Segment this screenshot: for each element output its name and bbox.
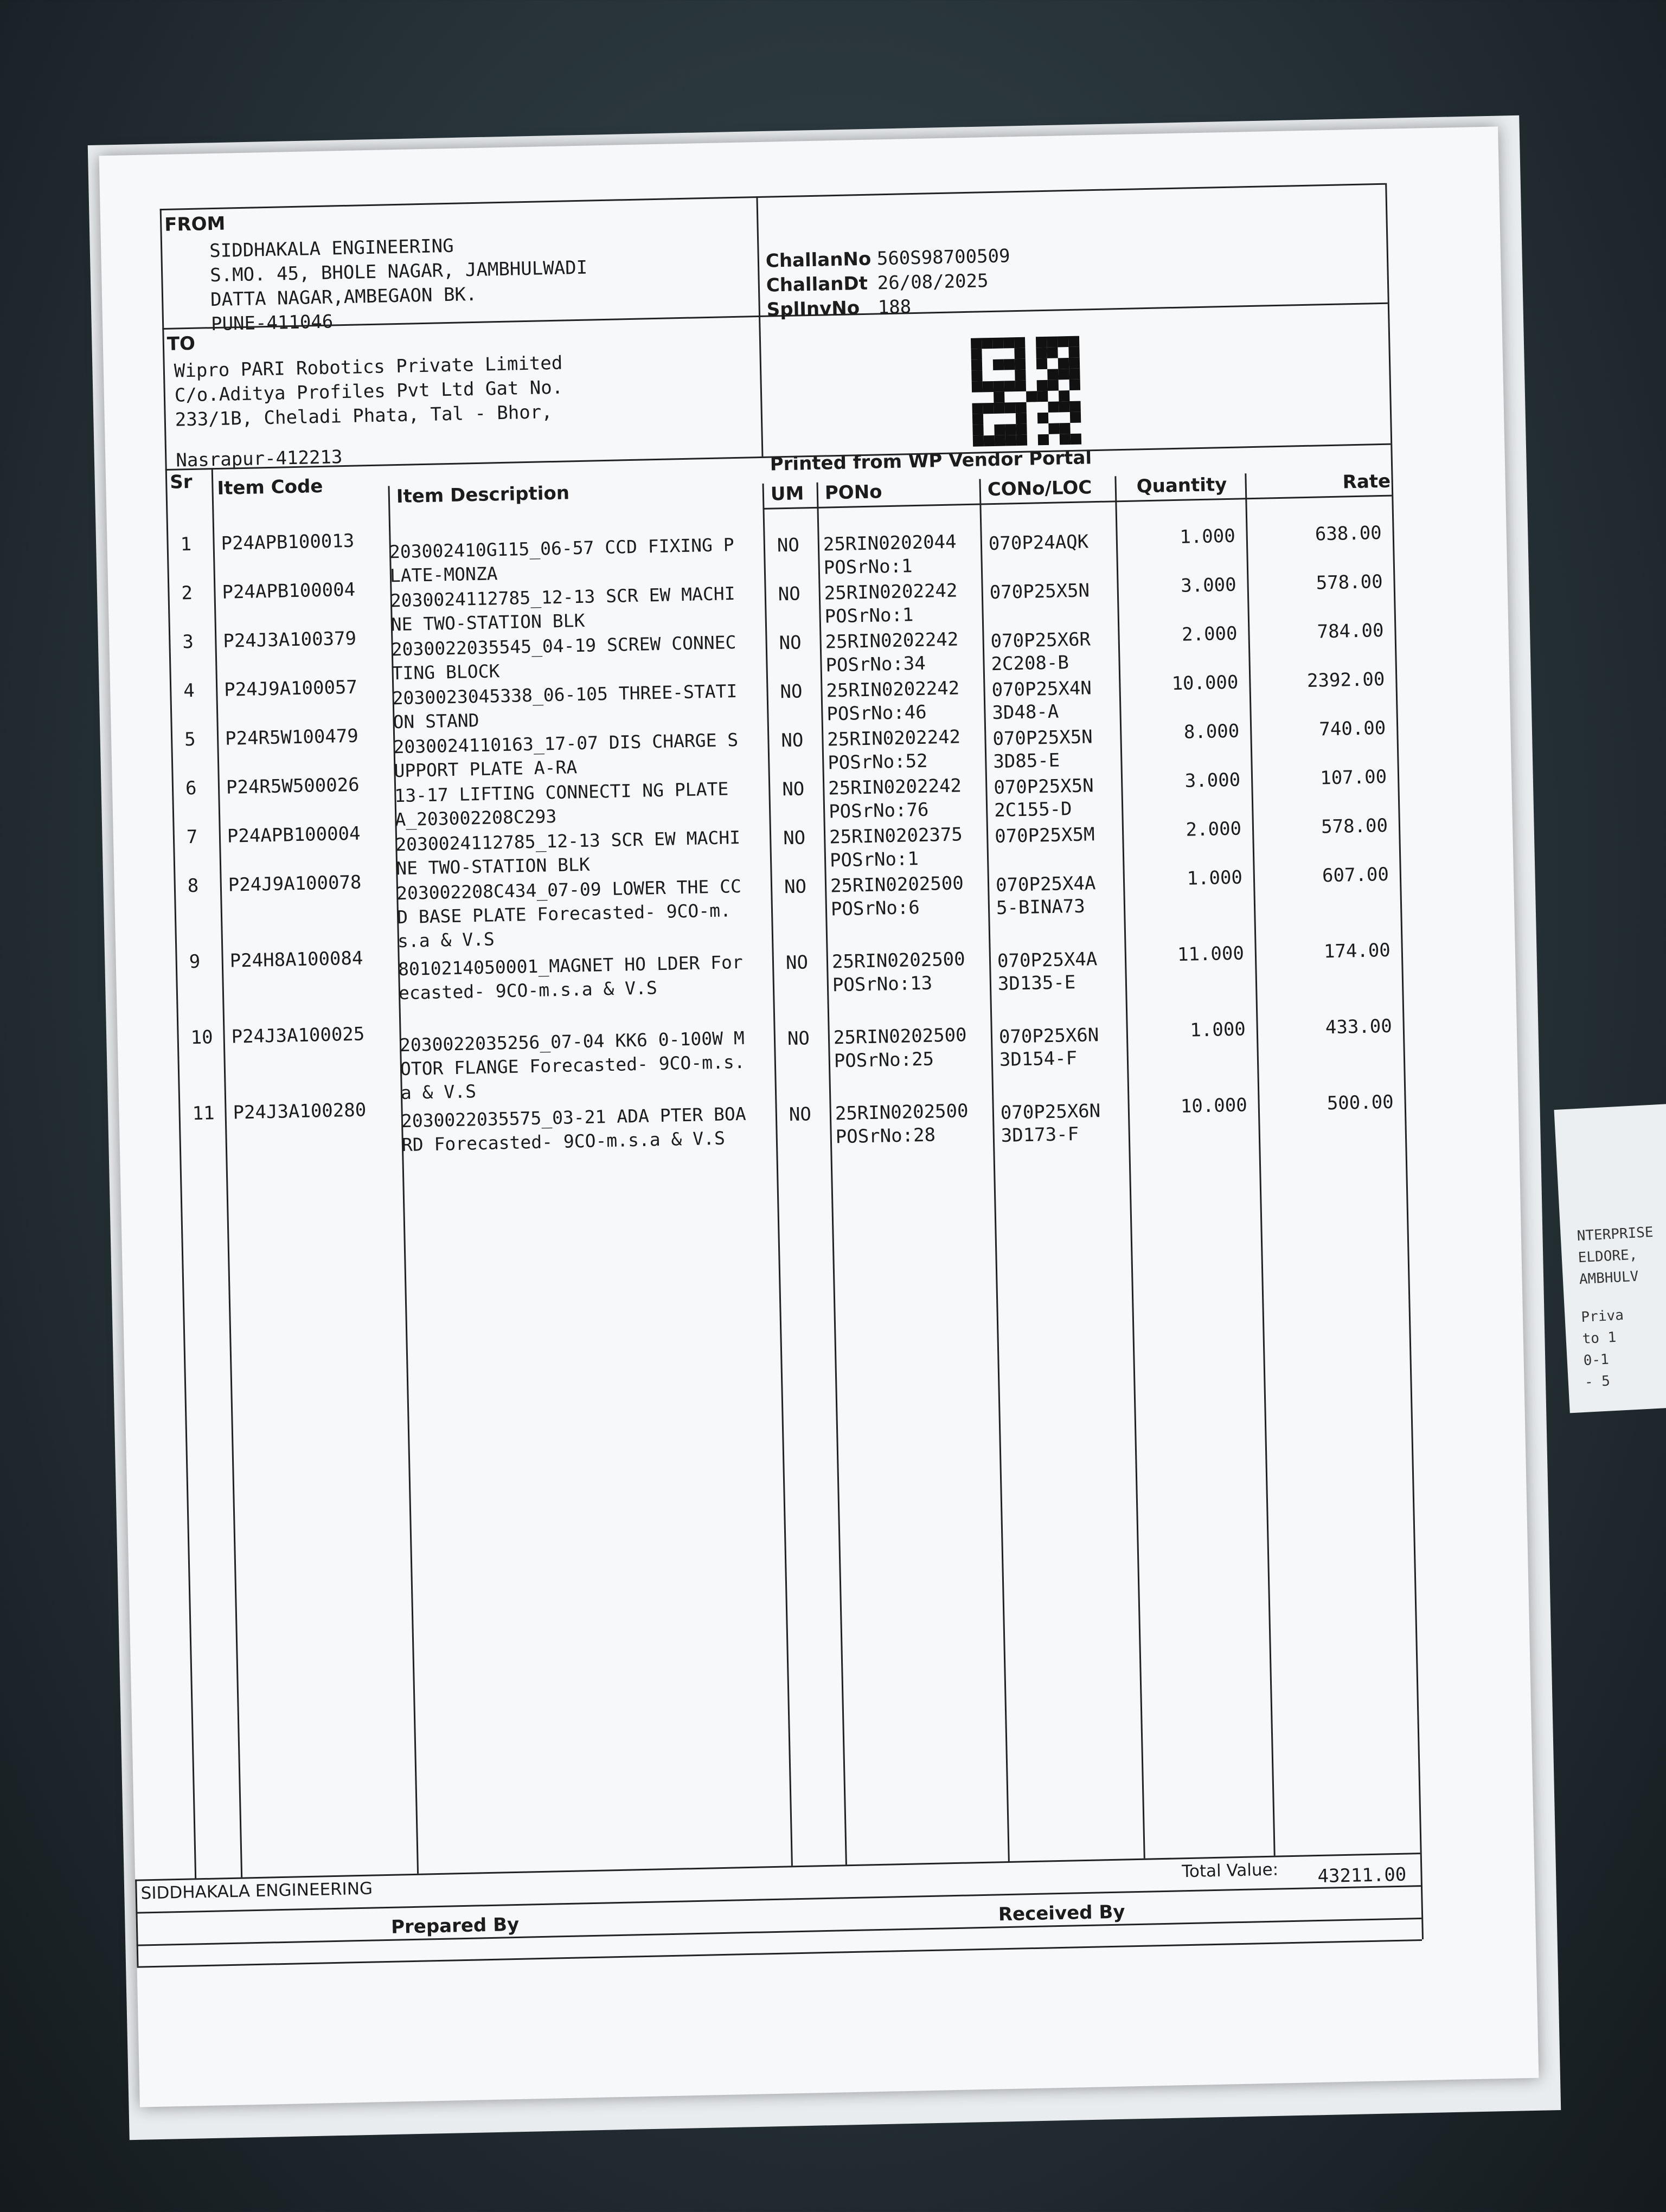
item-loc: 2C155-D bbox=[994, 798, 1072, 822]
item-pono: 25RIN0202242 bbox=[824, 580, 958, 605]
side-text-3: AMBHULV bbox=[1579, 1268, 1639, 1288]
item-um: NO bbox=[779, 632, 802, 654]
side-text-6: 0-1 bbox=[1583, 1351, 1610, 1369]
item-posrno: POSrNo:25 bbox=[834, 1048, 934, 1072]
item-cono: 070P25X5N bbox=[992, 726, 1093, 750]
to-label: TO bbox=[166, 332, 196, 355]
total-label: Total Value: bbox=[1181, 1860, 1279, 1882]
item-code: P24J3A100280 bbox=[233, 1099, 367, 1124]
col-cono: CONo/LOC bbox=[987, 477, 1092, 501]
item-um: NO bbox=[785, 951, 809, 974]
item-pono: 25RIN0202242 bbox=[826, 677, 960, 702]
item-cono: 070P24AQK bbox=[988, 531, 1089, 555]
col-pono: PONo bbox=[824, 481, 882, 504]
challan-no-value: 560S98700509 bbox=[876, 245, 1010, 270]
item-sr: 11 bbox=[192, 1102, 215, 1125]
side-text-4: Priva bbox=[1580, 1307, 1624, 1326]
to-address-3: Nasrapur-412213 bbox=[175, 446, 343, 472]
item-loc: 3D173-F bbox=[1001, 1123, 1079, 1147]
item-loc: 3D135-E bbox=[997, 972, 1076, 995]
item-code: P24APB100004 bbox=[227, 822, 361, 847]
item-quantity: 11.000 bbox=[1177, 942, 1245, 966]
item-posrno: POSrNo:6 bbox=[830, 897, 920, 921]
item-pono: 25RIN0202500 bbox=[831, 948, 966, 973]
item-sr: 7 bbox=[186, 826, 198, 848]
item-um: NO bbox=[789, 1103, 812, 1126]
item-quantity: 10.000 bbox=[1171, 671, 1239, 695]
portal-note: Printed from WP Vendor Portal bbox=[770, 447, 1092, 475]
item-quantity: 1.000 bbox=[1179, 525, 1236, 548]
item-pono: 25RIN0202242 bbox=[825, 628, 959, 653]
item-code: P24APB100013 bbox=[221, 530, 355, 555]
item-sr: 6 bbox=[185, 777, 197, 800]
item-cono: 070P25X6N bbox=[1000, 1100, 1101, 1124]
item-um: NO bbox=[781, 778, 805, 801]
prepared-by: Prepared By bbox=[390, 1913, 520, 1938]
col-item-description: Item Description bbox=[396, 482, 570, 508]
item-sr: 9 bbox=[189, 950, 201, 973]
item-um: NO bbox=[778, 583, 801, 606]
item-description: 2030022035256_07-04 KK6 0-100W MOTOR FLANGE Forecasted- 9CO-m.s.a & V.S bbox=[399, 1027, 746, 1104]
item-code: P24R5W500026 bbox=[226, 774, 360, 799]
col-item-code: Item Code bbox=[217, 475, 323, 499]
item-posrno: POSrNo:1 bbox=[829, 848, 919, 872]
item-quantity: 2.000 bbox=[1186, 818, 1242, 841]
delivery-challan bbox=[99, 126, 1539, 2107]
item-rate: 2392.00 bbox=[1306, 668, 1385, 692]
side-text-2: ELDORE, bbox=[1578, 1246, 1638, 1266]
item-loc: 5-BINA73 bbox=[996, 895, 1086, 919]
frame-top bbox=[160, 183, 1386, 210]
item-rate: 174.00 bbox=[1323, 939, 1391, 963]
item-posrno: POSrNo:28 bbox=[835, 1124, 936, 1148]
item-code: P24J3A100379 bbox=[222, 627, 357, 652]
item-pono: 25RIN0202242 bbox=[827, 726, 961, 751]
from-address-2: DATTA NAGAR,AMBEGAON BK. bbox=[210, 283, 477, 311]
item-code: P24J9A100057 bbox=[223, 676, 358, 701]
item-pono: 25RIN0202500 bbox=[835, 1100, 969, 1125]
footer-company: SIDDHAKALA ENGINEERING bbox=[140, 1879, 373, 1904]
footer-bottom-line bbox=[137, 1939, 1422, 1968]
item-description: 2030024110163_17-07 DIS CHARGE SUPPORT PLATE A-RA bbox=[393, 729, 739, 782]
item-code: P24R5W100479 bbox=[225, 725, 359, 750]
item-description: 2030022035575_03-21 ADA PTER BOARD Forecasted- 9CO-m.s.a & V.S bbox=[401, 1103, 747, 1156]
item-description: 2030024112785_12-13 SCR EW MACHINE TWO-STATION BLK bbox=[390, 583, 735, 635]
challan-date-value: 26/08/2025 bbox=[877, 270, 989, 294]
col-rate: Rate bbox=[1342, 470, 1391, 493]
item-um: NO bbox=[777, 534, 800, 557]
qr-code-icon bbox=[971, 336, 1081, 447]
item-description: 203002410G115_06-57 CCD FIXING PLATE-MONZA bbox=[389, 534, 735, 587]
item-pono: 25RIN0202044 bbox=[823, 531, 957, 556]
item-code: P24J9A100078 bbox=[228, 871, 362, 896]
challan-no-label: ChallanNo bbox=[765, 248, 872, 272]
item-description: 8010214050001_MAGNET HO LDER Forecasted- 9CO-m.s.a & V.S bbox=[398, 951, 744, 1004]
item-sr: 3 bbox=[182, 631, 194, 653]
to-address-2: 233/1B, Cheladi Phata, Tal - Bhor, bbox=[175, 401, 553, 431]
item-quantity: 3.000 bbox=[1184, 769, 1241, 792]
footer-right-edge bbox=[1420, 1853, 1424, 1939]
item-loc: 3D48-A bbox=[992, 700, 1059, 724]
item-quantity: 2.000 bbox=[1181, 622, 1238, 646]
received-by: Received By bbox=[998, 1901, 1125, 1926]
footer-mid-line bbox=[137, 1918, 1422, 1946]
item-description: 203002208C434_07-09 LOWER THE CCD BASE PLATE Forecasted- 9CO-m.s.a & V.S bbox=[396, 875, 742, 952]
item-posrno: POSrNo:13 bbox=[832, 972, 933, 996]
total-value: 43211.00 bbox=[1317, 1863, 1407, 1888]
item-posrno: POSrNo:34 bbox=[825, 652, 926, 677]
item-loc: 2C208-B bbox=[991, 652, 1069, 676]
item-description: 13-17 LIFTING CONNECTI NG PLATE A_203002208C293 bbox=[394, 778, 729, 831]
item-rate: 433.00 bbox=[1325, 1015, 1393, 1039]
item-rate: 107.00 bbox=[1319, 766, 1387, 789]
item-cono: 070P25X6R bbox=[990, 628, 1091, 653]
item-quantity: 3.000 bbox=[1180, 574, 1237, 597]
header-divider-vertical bbox=[756, 196, 763, 456]
from-name: SIDDHAKALA ENGINEERING bbox=[209, 235, 454, 262]
item-cono: 070P25X4A bbox=[995, 872, 1096, 897]
side-text-1: NTERPRISE bbox=[1576, 1224, 1654, 1245]
item-sr: 4 bbox=[183, 679, 195, 702]
item-cono: 070P25X4N bbox=[991, 677, 1092, 702]
item-cono: 070P25X5M bbox=[994, 824, 1095, 848]
item-posrno: POSrNo:52 bbox=[827, 750, 928, 774]
item-rate: 784.00 bbox=[1317, 619, 1384, 643]
col-um: UM bbox=[770, 483, 804, 505]
item-quantity: 8.000 bbox=[1183, 720, 1240, 743]
item-rate: 578.00 bbox=[1316, 571, 1383, 594]
item-code: P24APB100004 bbox=[222, 578, 356, 603]
to-name: Wipro PARI Robotics Private Limited bbox=[174, 352, 563, 382]
item-pono: 25RIN0202500 bbox=[833, 1024, 967, 1049]
item-sr: 10 bbox=[190, 1026, 214, 1049]
item-um: NO bbox=[783, 827, 806, 850]
side-document bbox=[1554, 1103, 1666, 1413]
item-description: 2030022035545_04-19 SCREW CONNECTING BLOCK bbox=[391, 632, 736, 684]
item-sr: 8 bbox=[187, 874, 199, 897]
item-code: P24J3A100025 bbox=[231, 1023, 365, 1048]
spl-inv-value: 188 bbox=[877, 296, 912, 319]
item-rate: 500.00 bbox=[1327, 1091, 1394, 1115]
item-posrno: POSrNo:1 bbox=[824, 604, 914, 628]
side-text-7: - 5 bbox=[1584, 1373, 1611, 1391]
item-quantity: 1.000 bbox=[1187, 866, 1243, 890]
item-cono: 070P25X5N bbox=[993, 775, 1094, 799]
item-um: NO bbox=[784, 876, 807, 898]
item-pono: 25RIN0202242 bbox=[828, 775, 962, 800]
spl-inv-label: SplInvNo bbox=[766, 297, 860, 321]
item-um: NO bbox=[780, 680, 803, 703]
item-rate: 638.00 bbox=[1315, 522, 1382, 545]
from-address-3: PUNE-411046 bbox=[210, 311, 334, 336]
item-rate: 607.00 bbox=[1322, 863, 1389, 887]
item-cono: 070P25X5N bbox=[989, 580, 1090, 604]
item-sr: 1 bbox=[180, 533, 192, 556]
item-sr: 2 bbox=[181, 582, 193, 605]
from-address-1: S.MO. 45, BHOLE NAGAR, JAMBHULWADI bbox=[209, 256, 588, 287]
item-loc: 3D85-E bbox=[992, 749, 1060, 773]
item-quantity: 1.000 bbox=[1190, 1018, 1246, 1041]
item-sr: 5 bbox=[184, 728, 196, 751]
item-um: NO bbox=[787, 1027, 810, 1050]
item-code: P24H8A100084 bbox=[229, 947, 363, 972]
col-sr: Sr bbox=[169, 471, 193, 493]
item-posrno: POSrNo:76 bbox=[828, 799, 929, 823]
col-quantity: Quantity bbox=[1136, 473, 1227, 498]
item-loc: 3D154-F bbox=[999, 1047, 1078, 1071]
item-rate: 740.00 bbox=[1318, 717, 1386, 741]
item-description: 2030024112785_12-13 SCR EW MACHINE TWO-STATION BLK bbox=[395, 826, 741, 879]
from-label: FROM bbox=[164, 213, 226, 236]
item-description: 2030023045338_06-105 THREE-STATION STAND bbox=[392, 680, 738, 733]
item-um: NO bbox=[781, 729, 804, 752]
item-pono: 25RIN0202375 bbox=[829, 824, 963, 848]
item-rate: 578.00 bbox=[1321, 814, 1388, 838]
item-posrno: POSrNo:1 bbox=[823, 555, 913, 579]
to-address-1: C/o.Aditya Profiles Pvt Ltd Gat No. bbox=[174, 376, 563, 407]
challan-date-label: ChallanDt bbox=[766, 272, 868, 297]
item-pono: 25RIN0202500 bbox=[830, 872, 964, 897]
item-cono: 070P25X6N bbox=[998, 1024, 1099, 1049]
item-quantity: 10.000 bbox=[1180, 1094, 1248, 1118]
item-cono: 070P25X4A bbox=[997, 948, 1098, 973]
side-text-5: to 1 bbox=[1581, 1329, 1617, 1348]
item-posrno: POSrNo:46 bbox=[826, 701, 927, 725]
